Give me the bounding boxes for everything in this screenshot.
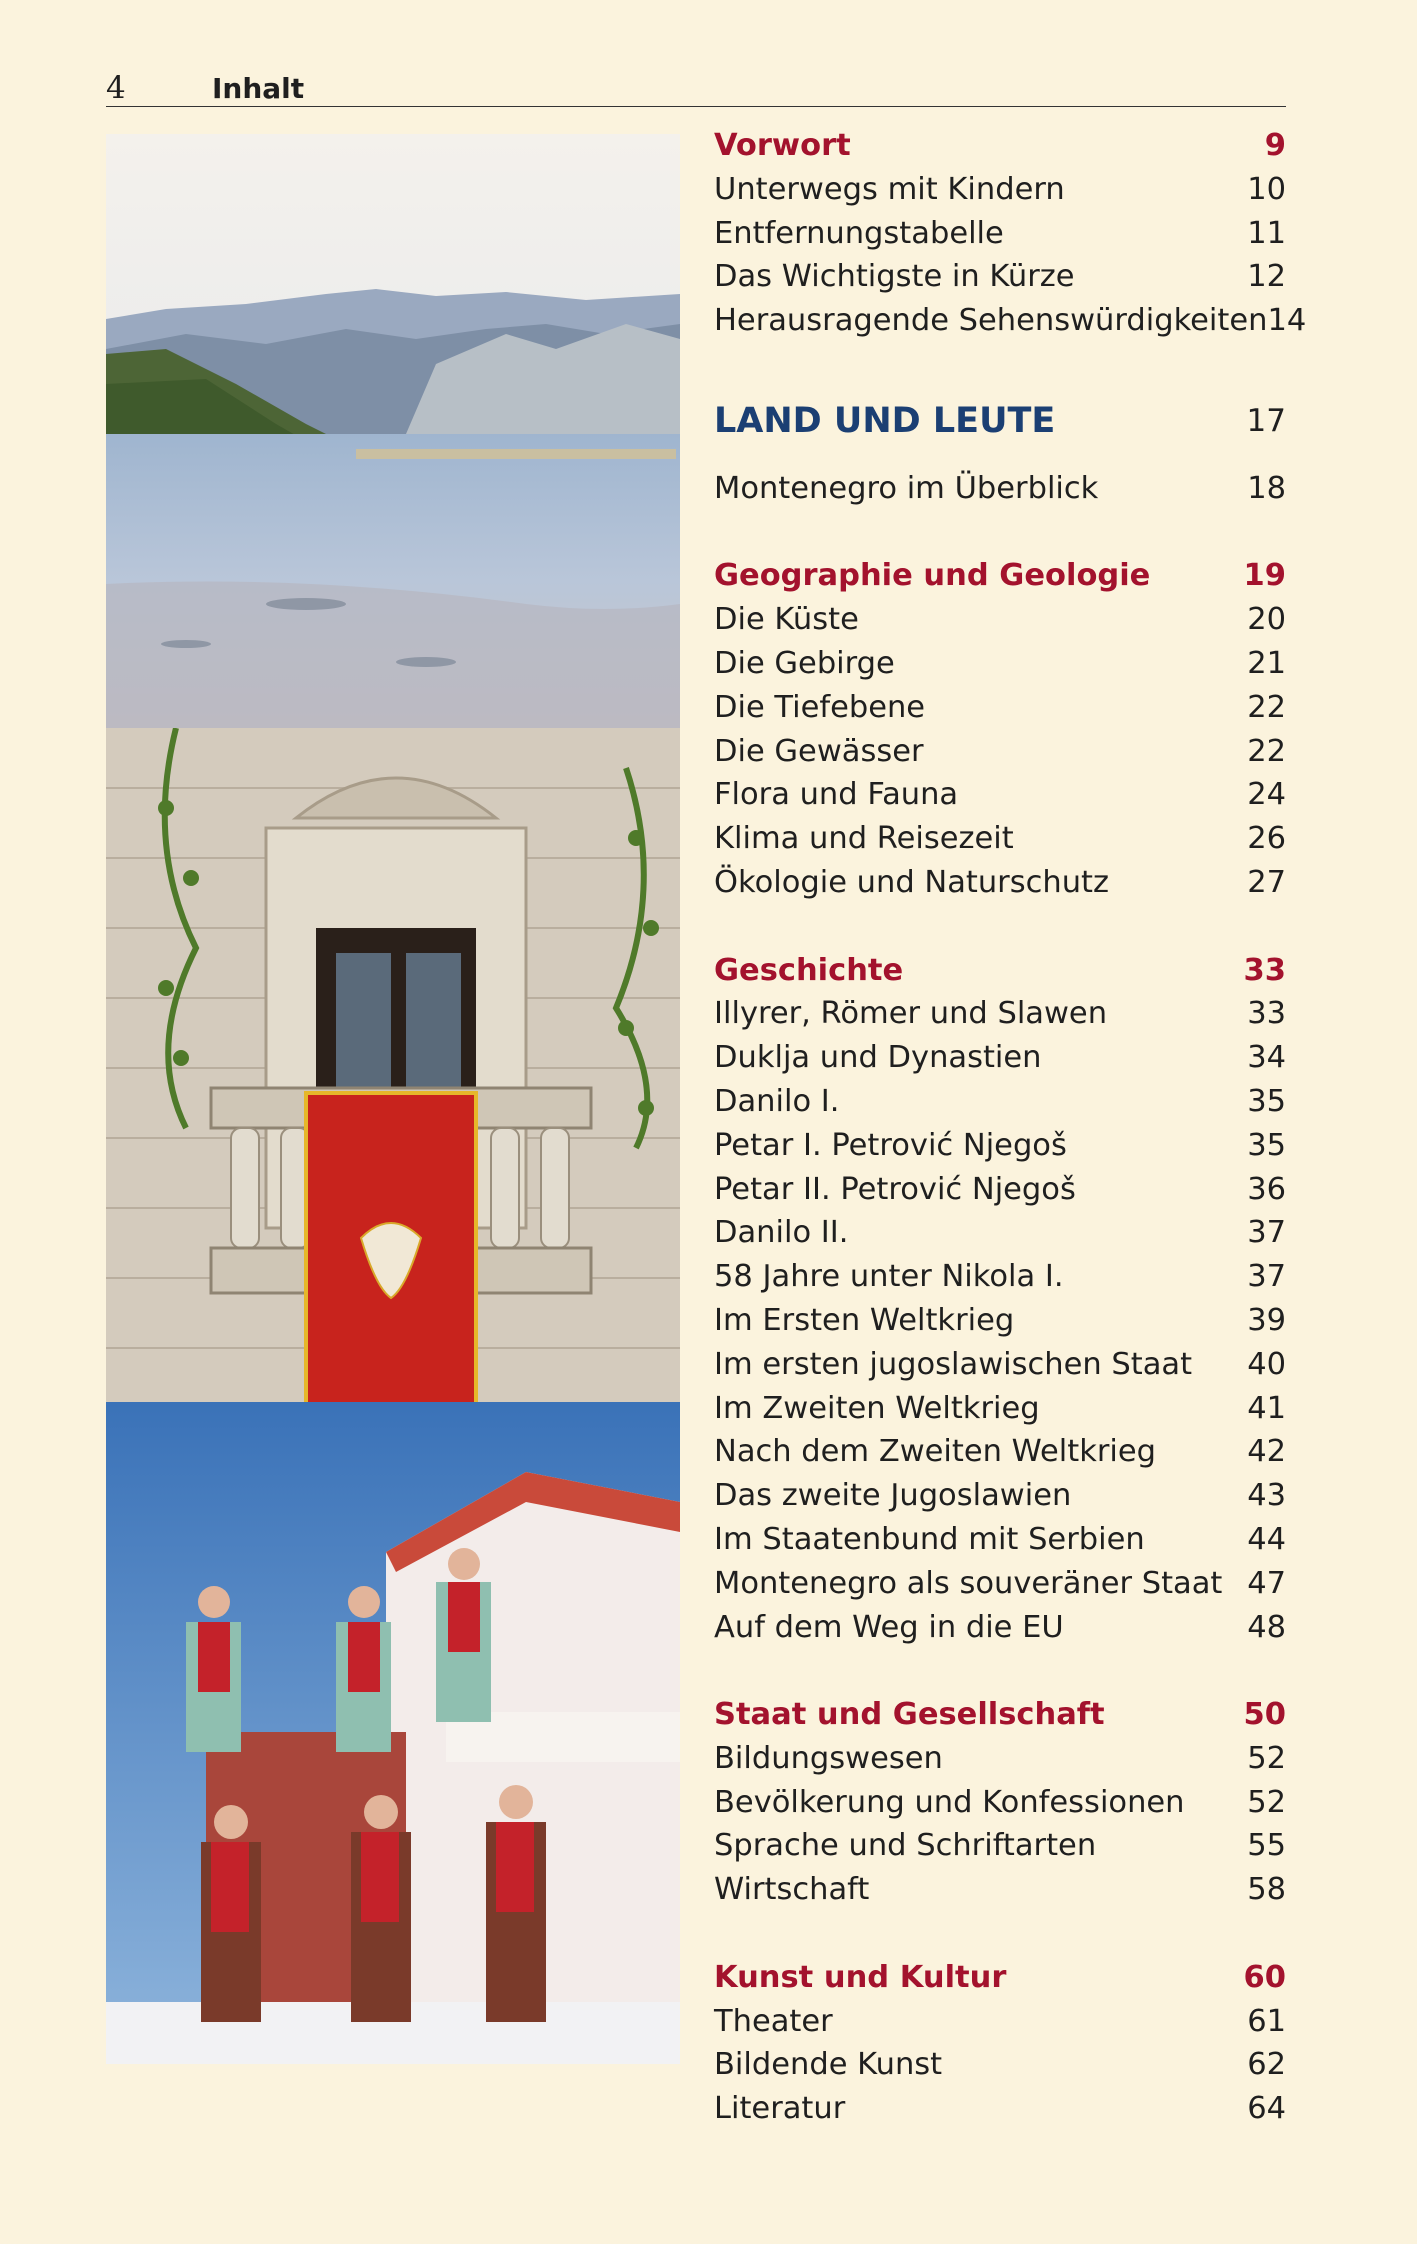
toc-page-number: 39	[1247, 1302, 1286, 1338]
toc-entry[interactable]	[714, 821, 1286, 865]
toc-title: Das zweite Jugoslawien	[714, 1478, 1072, 1514]
toc-title: Die Küste	[714, 602, 859, 638]
toc-part-heading[interactable]	[714, 391, 1286, 451]
toc-title: Bildungswesen	[714, 1740, 943, 1776]
toc-title: Flora und Fauna	[714, 777, 959, 813]
toc-page-number: 42	[1247, 1434, 1286, 1470]
toc-title: Bevölkerung und Konfessionen	[714, 1784, 1185, 1820]
toc-entry[interactable]	[714, 1084, 1286, 1128]
toc-entry[interactable]	[714, 1610, 1286, 1654]
toc-title: Staat und Gesellschaft	[714, 1697, 1105, 1733]
toc-entry[interactable]	[714, 865, 1286, 909]
toc-title: Bildende Kunst	[714, 2047, 943, 2083]
toc-page-number: 10	[1247, 171, 1286, 207]
toc-page-number: 47	[1247, 1565, 1286, 1601]
toc-title: Petar II. Petrović Njegoš	[714, 1171, 1076, 1207]
toc-page-number: 22	[1247, 689, 1286, 725]
toc-page-number: 21	[1247, 645, 1286, 681]
toc-entry[interactable]	[714, 646, 1286, 690]
toc-page-number: 35	[1247, 1083, 1286, 1119]
toc-entry[interactable]	[714, 1347, 1286, 1391]
toc-spacer	[714, 515, 1286, 559]
toc-entry[interactable]	[714, 471, 1286, 515]
toc-title: Sprache und Schriftarten	[714, 1828, 1097, 1864]
toc-entry[interactable]	[714, 172, 1286, 216]
toc-page-number: 22	[1247, 733, 1286, 769]
toc-page-number: 33	[1247, 996, 1286, 1032]
toc-section-heading[interactable]	[714, 1960, 1286, 2004]
running-title: Inhalt	[212, 72, 305, 105]
toc-entry[interactable]	[714, 690, 1286, 734]
toc-title: Klima und Reisezeit	[714, 821, 1014, 857]
toc-page-number: 11	[1247, 215, 1286, 251]
toc-page-number: 52	[1247, 1740, 1286, 1776]
toc-entry[interactable]	[714, 1872, 1286, 1916]
toc-section-heading[interactable]	[714, 953, 1286, 997]
toc-section-heading[interactable]	[714, 1697, 1286, 1741]
toc-entry[interactable]	[714, 1785, 1286, 1829]
toc-page-number: 37	[1247, 1259, 1286, 1295]
toc-title: Illyrer, Römer und Slawen	[714, 996, 1108, 1032]
toc-page-number: 50	[1243, 1697, 1286, 1733]
toc-title: Auf dem Weg in die EU	[714, 1609, 1064, 1645]
photo-column	[106, 134, 680, 2134]
toc-entry[interactable]	[714, 2004, 1286, 2048]
toc-entry[interactable]	[714, 996, 1286, 1040]
toc-title: LAND UND LEUTE	[714, 400, 1056, 441]
toc-entry[interactable]	[714, 1741, 1286, 1785]
toc-entry[interactable]	[714, 1215, 1286, 1259]
toc-title: Danilo I.	[714, 1083, 840, 1119]
toc-entry[interactable]	[714, 303, 1307, 347]
toc-page-number: 27	[1247, 864, 1286, 900]
toc-title: Im ersten jugoslawischen Staat	[714, 1346, 1193, 1382]
toc-title: Montenegro als souveräner Staat	[714, 1565, 1223, 1601]
table-of-contents	[714, 128, 1307, 2135]
toc-entry[interactable]	[714, 1434, 1286, 1478]
toc-title: Wirtschaft	[714, 1872, 870, 1908]
toc-spacer	[714, 1653, 1286, 1697]
toc-page-number: 33	[1243, 952, 1286, 988]
balcony-flag-photo	[106, 728, 680, 1402]
page-number: 4	[106, 70, 126, 106]
toc-title: Herausragende Sehenswürdigkeiten	[714, 303, 1268, 339]
toc-spacer	[714, 451, 1286, 471]
toc-page-number: 61	[1247, 2003, 1286, 2039]
toc-entry[interactable]	[714, 259, 1286, 303]
toc-entry[interactable]	[714, 1478, 1286, 1522]
folk-dancers-photo	[106, 1402, 680, 2064]
page-header	[106, 66, 1286, 107]
toc-page-number: 40	[1247, 1346, 1286, 1382]
toc-page-number: 18	[1247, 470, 1286, 506]
toc-title: Theater	[714, 2003, 833, 2039]
toc-page-number: 14	[1267, 303, 1307, 339]
toc-page-number: 55	[1247, 1828, 1286, 1864]
toc-title: Montenegro im Überblick	[714, 470, 1099, 506]
toc-page-number: 48	[1247, 1609, 1286, 1645]
toc-page-number: 26	[1247, 821, 1286, 857]
toc-page-number: 37	[1247, 1215, 1286, 1251]
toc-page-number: 43	[1247, 1478, 1286, 1514]
toc-entry[interactable]	[714, 1566, 1286, 1610]
toc-title: Danilo II.	[714, 1215, 849, 1251]
toc-title: Die Gewässer	[714, 733, 924, 769]
toc-title: Geographie und Geologie	[714, 558, 1151, 594]
toc-spacer	[714, 909, 1286, 953]
toc-entry[interactable]	[714, 1040, 1286, 1084]
toc-title: Im Ersten Weltkrieg	[714, 1302, 1015, 1338]
toc-title: 58 Jahre unter Nikola I.	[714, 1259, 1064, 1295]
toc-entry[interactable]	[714, 1522, 1286, 1566]
toc-spacer	[714, 347, 1286, 391]
toc-entry[interactable]	[714, 1828, 1286, 1872]
toc-page-number: 20	[1247, 602, 1286, 638]
toc-title: Das Wichtigste in Kürze	[714, 259, 1075, 295]
toc-page-number: 36	[1247, 1171, 1286, 1207]
toc-page-number: 9	[1264, 128, 1286, 163]
toc-page-number: 17	[1246, 402, 1286, 439]
toc-title: Kunst und Kultur	[714, 1959, 1007, 1995]
toc-entry[interactable]	[714, 216, 1286, 260]
toc-title: Die Tiefebene	[714, 689, 926, 725]
toc-page-number: 34	[1247, 1040, 1286, 1076]
toc-page-number: 44	[1247, 1521, 1286, 1557]
toc-title: Literatur	[714, 2091, 846, 2127]
toc-page-number: 60	[1243, 1959, 1286, 1995]
toc-entry[interactable]	[714, 602, 1286, 646]
toc-title: Nach dem Zweiten Weltkrieg	[714, 1434, 1157, 1470]
toc-page-number: 62	[1247, 2047, 1286, 2083]
toc-page-number: 12	[1247, 259, 1286, 295]
toc-entry[interactable]	[714, 2091, 1286, 2135]
toc-title: Ökologie und Naturschutz	[714, 864, 1110, 900]
toc-entry[interactable]	[714, 1259, 1286, 1303]
toc-title: Die Gebirge	[714, 645, 895, 681]
toc-entry[interactable]	[714, 1128, 1286, 1172]
toc-page-number: 64	[1247, 2091, 1286, 2127]
toc-page-number: 19	[1243, 558, 1286, 594]
toc-entry[interactable]	[714, 734, 1286, 778]
toc-entry[interactable]	[714, 777, 1286, 821]
lake-landscape-photo	[106, 134, 680, 728]
toc-entry[interactable]	[714, 1303, 1286, 1347]
toc-entry[interactable]	[714, 1172, 1286, 1216]
toc-title: Unterwegs mit Kindern	[714, 171, 1065, 207]
toc-page-number: 52	[1247, 1784, 1286, 1820]
toc-entry[interactable]	[714, 2047, 1286, 2091]
toc-title: Geschichte	[714, 952, 904, 988]
toc-spacer	[714, 1916, 1286, 1960]
toc-title: Im Zweiten Weltkrieg	[714, 1390, 1040, 1426]
toc-page-number: 24	[1247, 777, 1286, 813]
toc-entry[interactable]	[714, 1391, 1286, 1435]
toc-title: Petar I. Petrović Njegoš	[714, 1127, 1067, 1163]
toc-page-number: 35	[1247, 1127, 1286, 1163]
toc-title: Duklja und Dynastien	[714, 1040, 1042, 1076]
toc-title: Vorwort	[714, 128, 851, 163]
toc-page-number: 41	[1247, 1390, 1286, 1426]
toc-page-number: 58	[1247, 1872, 1286, 1908]
toc-title: Im Staatenbund mit Serbien	[714, 1521, 1145, 1557]
toc-section-heading[interactable]	[714, 558, 1286, 602]
toc-title: Entfernungstabelle	[714, 215, 1004, 251]
toc-section-heading[interactable]	[714, 128, 1286, 172]
